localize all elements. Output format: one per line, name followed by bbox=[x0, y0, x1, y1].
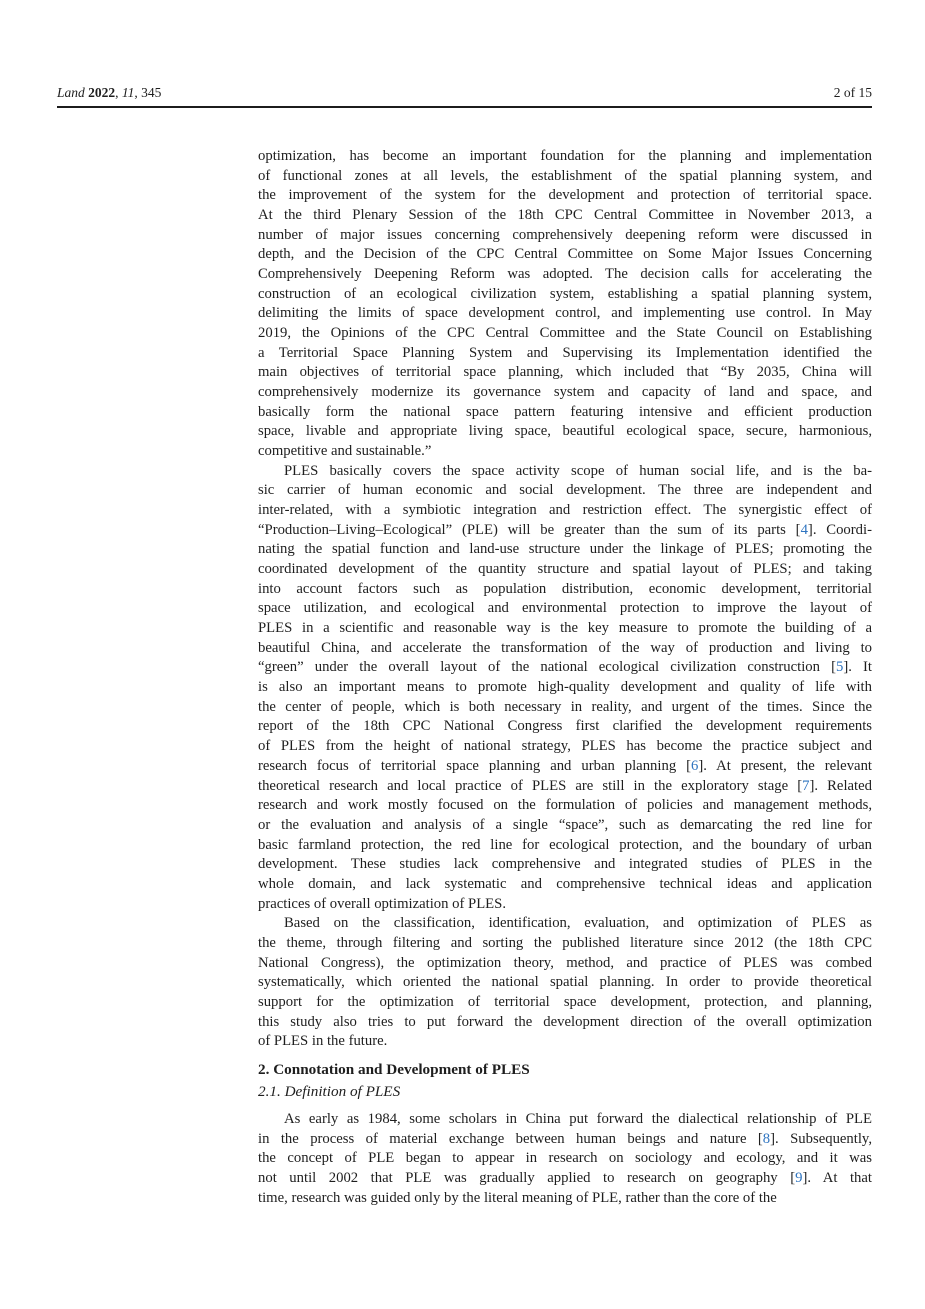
text-line: theoretical research and local practice of PLES are still in the exploratory stage [7]. Related bbox=[258, 777, 872, 794]
text-line: construction of an ecological civilization system, establishing a spatial planning system, bbox=[258, 285, 872, 302]
article-number: 345 bbox=[141, 85, 162, 100]
text-line: of functional zones at all levels, the establishment of the spatial planning system, and bbox=[258, 167, 872, 184]
section-heading: 2. Connotation and Development of PLES bbox=[258, 1060, 530, 1078]
text-line: depth, and the Decision of the CPC Central Committee on Some Major Issues Concerning bbox=[258, 246, 872, 263]
text-line: time, research was guided only by the literal meaning of PLE, rather than the core of the bbox=[258, 1189, 777, 1206]
text-line: As early as 1984, some scholars in China put forward the dialectical relationship of PLE bbox=[284, 1110, 872, 1127]
text-line: PLES in a scientific and reasonable way is the key measure to promote the building of a bbox=[258, 620, 872, 637]
header-rule bbox=[57, 106, 872, 108]
body-paragraph bbox=[258, 462, 872, 914]
text-line: number of major issues concerning comprehensively deepening reform were discussed in bbox=[258, 226, 872, 243]
text-line: the concept of PLE began to appear in research on sociology and ecology, and it was bbox=[258, 1150, 872, 1167]
text-line: space, livable and appropriate living space, beautiful ecological space, secure, harmonious, bbox=[258, 423, 872, 440]
text-line: systematically, which oriented the national spatial planning. In order to provide theoretical bbox=[258, 974, 872, 991]
text-line: inter-related, with a symbiotic integration and restriction effect. The synergistic effect of bbox=[258, 502, 872, 519]
text-line: the improvement of the system for the development and protection of territorial space. bbox=[258, 187, 872, 204]
text-line: basically form the national space pattern featuring intensive and efficient production bbox=[258, 403, 872, 420]
text-line: main objectives of territorial space planning, which included that “By 2035, China will bbox=[258, 364, 872, 381]
text-line: “green” under the overall layout of the national ecological civilization construction [5]. It bbox=[258, 659, 872, 676]
text-line: At the third Plenary Session of the 18th CPC Central Committee in November 2013, a bbox=[258, 207, 872, 224]
text-line: Comprehensively Deepening Reform was adopted. The decision calls for accelerating the bbox=[258, 266, 872, 283]
text-line: of PLES from the height of national strategy, PLES has become the practice subject and bbox=[258, 738, 872, 755]
journal-name: Land bbox=[57, 85, 85, 100]
text-line: practices of overall optimization of PLES. bbox=[258, 895, 506, 912]
text-line: not until 2002 that PLE was gradually applied to research on geography [9]. At that bbox=[258, 1169, 872, 1186]
text-line: research focus of territorial space planning and urban planning [6]. At present, the relevant bbox=[258, 757, 872, 774]
text-line: whole domain, and lack systematic and comprehensive technical ideas and application bbox=[258, 875, 872, 892]
citation-link-8[interactable]: 8 bbox=[762, 1130, 771, 1147]
journal-volume: 11 bbox=[121, 85, 135, 100]
text-line: National Congress), the optimization theory, method, and practice of PLES was combed bbox=[258, 954, 872, 971]
subsection-heading: 2.1. Definition of PLES bbox=[258, 1082, 401, 1100]
citation-link-4[interactable]: 4 bbox=[800, 521, 808, 538]
text-line: report of the 18th CPC National Congress first clarified the development requirements bbox=[258, 718, 872, 735]
text-line: this study also tries to put forward the development direction of the overall optimization bbox=[258, 1013, 872, 1030]
page-body bbox=[258, 147, 872, 1208]
text-line: the center of people, which is both necessary in reality, and urgent of the times. Since the bbox=[258, 698, 872, 715]
page-indicator: 2 of 15 bbox=[833, 85, 872, 100]
text-line: is also an important means to promote high-quality development and quality of life with bbox=[258, 679, 872, 696]
text-line: coordinated development of the quantity structure and spatial layout of PLES; and taking bbox=[258, 561, 872, 578]
body-paragraph bbox=[258, 914, 872, 1052]
text-line: Based on the classification, identification, evaluation, and optimization of PLES as bbox=[284, 915, 872, 932]
citation-link-5[interactable]: 5 bbox=[836, 659, 844, 676]
text-line: space utilization, and ecological and environmental protection to improve the layout of bbox=[258, 600, 872, 617]
body-paragraph bbox=[258, 1110, 872, 1208]
text-line: optimization, has become an important foundation for the planning and implementation bbox=[258, 148, 872, 164]
text-line: beautiful China, and accelerate the transformation of the way of production and living to bbox=[258, 639, 872, 656]
text-line: comprehensively modernize its governance system and capacity of land and space, and bbox=[258, 384, 872, 401]
journal-citation bbox=[57, 85, 161, 101]
header-comma-1: , bbox=[115, 85, 122, 100]
citation-link-6[interactable]: 6 bbox=[691, 757, 699, 774]
text-line: delimiting the limits of space development control, and implementing use control. In May bbox=[258, 305, 872, 322]
header-comma-2: , bbox=[134, 85, 142, 100]
journal-year: 2022 bbox=[88, 85, 116, 100]
text-line: competitive and sustainable.” bbox=[258, 443, 432, 460]
text-line: a Territorial Space Planning System and Supervising its Implementation identified the bbox=[258, 344, 872, 361]
citation-link-7[interactable]: 7 bbox=[802, 777, 810, 794]
text-line: 2019, the Opinions of the CPC Central Committee and the State Council on Establishing bbox=[258, 325, 872, 342]
text-line: PLES basically covers the space activity scope of human social life, and is the ba- bbox=[284, 462, 872, 479]
text-line: support for the optimization of territorial space development, protection, and planning, bbox=[258, 993, 872, 1010]
citation-link-9[interactable]: 9 bbox=[795, 1169, 803, 1186]
body-paragraph-continuation bbox=[258, 147, 872, 462]
text-line: research and work mostly focused on the formulation of policies and management methods, bbox=[258, 797, 872, 814]
text-line: “Production–Living–Ecological” (PLE) will be greater than the sum of its parts [4]. Coordi- bbox=[258, 521, 872, 538]
text-line: into account factors such as population distribution, economic development, territorial bbox=[258, 580, 872, 597]
text-line: development. These studies lack comprehensive and integrated studies of PLES in the bbox=[258, 856, 872, 873]
text-line: nating the spatial function and land-use structure under the linkage of PLES; promoting the bbox=[258, 541, 872, 558]
text-line: basic farmland protection, the red line for ecological protection, and the boundary of urban bbox=[258, 836, 872, 853]
text-line: in the process of material exchange between human beings and nature [8]. Subsequently, bbox=[258, 1130, 872, 1147]
text-line: of PLES in the future. bbox=[258, 1033, 388, 1050]
text-line: sic carrier of human economic and social development. The three are independent and bbox=[258, 482, 872, 499]
page-header bbox=[57, 85, 872, 101]
text-line: the theme, through filtering and sorting the published literature since 2012 (the 18th CPC bbox=[258, 934, 872, 951]
text-line: or the evaluation and analysis of a single “space”, such as demarcating the red line for bbox=[258, 816, 872, 833]
